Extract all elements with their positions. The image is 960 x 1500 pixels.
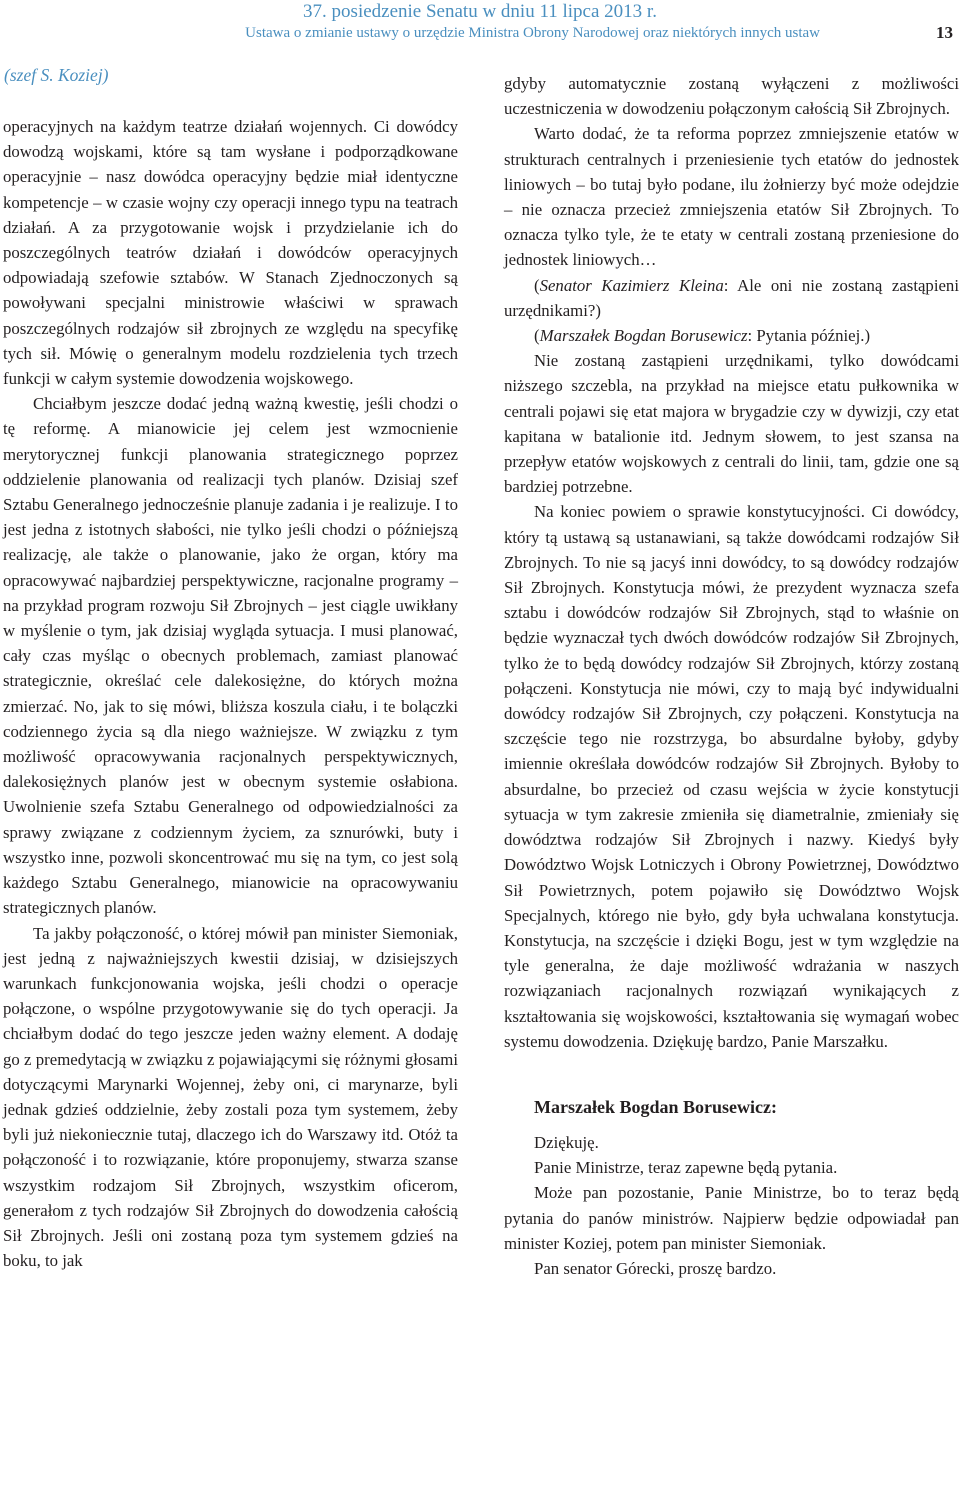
paragraph: Nie zostaną zastąpieni urzędnikami, tylko dowódcami niższego szczebla, na przykład na miejsce etatu pułkownika w centrali pojawi się etat majora w brygadzie czy w dywizji, czy etat kapitana w batalionie itd. Jednym słowem, to jest szansa na przepływ etatów wojskowych z centrali do linii, tam, gdzie one są bardziej potrzebne. xyxy=(504,351,959,497)
paragraph: Może pan pozostanie, Panie Ministrze, bo to teraz będą pytania do panów ministrów. Najpierw będzie odpowiadał pan minister Koziej, potem pan minister Siemoniak. xyxy=(504,1183,959,1253)
page-header-title: 37. posiedzenie Senatu w dniu 11 lipca 2013 r. xyxy=(303,1,657,22)
paragraph: Ta jakby połączoność, o której mówił pan minister Siemoniak, jest jedną z najważniejszych kwestii dzisiaj, w dzisiejszych warunkach funkcjonowania wojska, jeśli chodzi o operacje połączone, o wspólne przygotowywanie się do tych operacji. Ja chciałbym dodać do tego jeszcze jeden ważny element. A dodaję go z premedytacją w związku z pojawiającymi się różnymi głosami dotyczącymi Marynarki Wojennej, żeby oni, ci marynarze, byli jednak gdzieś oddzielnie, żeby zostali poza tym systemem, żeby byli już niekoniecznie tutaj, dlaczego ich do Warszawy itd. Otóż ta połączoność i to rozwiązanie, które proponujemy, stwarza szanse wszystkim rodzajom Sił Zbrojnych, wszystkim oficerom, generałom z tych rodzajów Sił Zbrojnych do dowodzenia całością Sił Zbrojnych. Jeśli oni zostaną poza tym systemem gdzieś na boku, to jak xyxy=(3,923,458,1271)
paragraph: Na koniec powiem o sprawie konstytucyjności. Ci dowódcy, który tą ustawą są ustanawiani, są także dowódcami rodzajów Sił Zbrojnych. To nie są jacyś inni dowódcy, to są dowódcy rodzajów Sił Zbrojnych. Konstytucja mówi, że prezydent wyznacza szefa sztabu i dowódców rodzajów Sił Zbrojnych, stąd to właśnie on będzie wyznaczał tych dwóch dowódców rodzajów Sił Zbrojnych, tylko że to będą dowódcy rodzajów Sił Zbrojnych, którzy zostaną połączeni. Konstytucja nie mówi, czy to mają być indywidualni dowódcy rodzajów Sił Zbrojnych, czy połączeni. Konstytucja na szczęście tego nie rozstrzyga, bo absurdalne byłoby, gdyby imiennie określała dowódców rodzajów Sił Zbrojnych. Byłoby to absurdalne, bo przecież od czasu wejścia w życie konstytucji sytuacja w tym zakresie zmieniła się diametralnie, zmieniały się dowództwa rodzajów Sił Zbrojnych i nazwy. Kiedyś były Dowództwo Wojsk Lotniczych i Obrony Powietrznej, Dowództwo Sił Powietrznych, potem pojawiło się Dowództwo Wojsk Specjalnych, którego nie było, gdy była uchwalana konstytucja. Konstytucja, na szczęście i dzięki Bogu, jest w tym względzie na tyle generalna, że daje możliwość wdrażania w naszych rozwiązaniach racjonalnych rozwiązań wynikających z kształtowania się wojskowości, kształtowania się wymagań wobec systemu dowodzenia. Dziękuję bardzo, Panie Marszałku. xyxy=(504,502,959,1051)
right-column xyxy=(504,71,959,1281)
interjection: (Marszałek Bogdan Borusewicz: Pytania później.) xyxy=(534,326,871,346)
paragraph: Chciałbym jeszcze dodać jedną ważną kwestię, jeśli chodzi o tę reformę. A mianowicie jej celem jest wzmocnienie merytorycznej funkcji planowania strategicznego poprzez oddzielenie planowania od realizacji tych planów. Dzisiaj szef Sztabu Generalnego jednocześnie planuje zadania i je realizuje. I to jest jedna z istotnych słabości, nie tylko jeśli chodzi o późniejszą realizację, ale także o planowanie, jako że organ, który ma opracowywać najbardziej perspektywiczne, racjonalne programy – na przykład program rozwoju Sił Zbrojnych – jest ciągle uwikłany w myślenie o tym, jak dzisiaj wygląda sytuacja. I musi planować, cały czas myśląc o obecnych problemach, zamiast planować strategicznie, określać cele dalekosiężne, do których można zmierzać. No, jak to się mówi, bliższa koszula ciału, i te bolączki codziennego życia są dla niego ważniejsze. W związku z tym możliwość opracowywania racjonalnych perspektywicznych, dalekosiężnych planów jest w obecnym systemie osłabiona. Uwolnienie szefa Sztabu Generalnego od odpowiedzialności za sprawy związane z codziennym życiem, za sznurówki, buty i wszystko inne, pozwoli skoncentrować mu się na tym, co jest solą każdego Sztabu Generalnego, mianowicie na opracowywaniu strategicznych planów. xyxy=(3,394,458,918)
left-column xyxy=(3,114,458,1273)
interjection-text: : Ale oni nie zostaną zastąpieni urzędnikami? xyxy=(504,275,959,320)
paragraph: operacyjnych na każdym teatrze działań wojennych. Ci dowódcy dowodzą wojskami, które są tam wysłane i podporządkowane operacyjnie – nasz dowódca operacyjny będzie miał identyczne kompetencje – w czasie wojny czy operacji innego typu na teatrach działań. A za przygotowanie wojsk i przydzielanie ich do poszczególnych teatrów działań i dowódców operacyjnych odpowiadają szefowie sztabów. W Stanach Zjednoczonych są powoływani specjalni ministrowie właściwi w sprawach poszczególnych rodzajów sił zbrojnych ze względu na specyfikę tych sił. Mówię o generalnym modelu rozdzielenia tych trzech funkcji w całym systemie dowodzenia wojskowego. xyxy=(3,117,458,389)
interjection-speaker: Marszałek Bogdan Borusewicz xyxy=(539,326,748,346)
speaker-heading: Marszałek Bogdan Borusewicz: xyxy=(534,1096,777,1117)
page-header-subtitle: Ustawa o zmianie ustawy o urzędzie Ministra Obrony Narodowej oraz niektórych innych ustaw xyxy=(245,25,820,41)
interjection-speaker: Senator Kazimierz Kleina xyxy=(539,275,724,295)
paragraph: Dziękuję. xyxy=(534,1132,599,1152)
paragraph: Panie Ministrze, teraz zapewne będą pytania. xyxy=(534,1158,838,1178)
continued-speaker-label: (szef S. Koziej) xyxy=(4,65,109,85)
interjection-text: : Pytania później. xyxy=(747,326,865,346)
paragraph: Pan senator Górecki, proszę bardzo. xyxy=(534,1258,777,1278)
page-number: 13 xyxy=(936,23,953,42)
interjection: (Senator Kazimierz Kleina: Ale oni nie zostaną zastąpieni urzędnikami?) xyxy=(504,275,959,320)
paragraph: gdyby automatycznie zostaną wyłączeni z możliwości uczestniczenia w dowodzeniu połączonym całością Sił Zbrojnych. xyxy=(504,74,959,119)
paragraph: Warto dodać, że ta reforma poprzez zmniejszenie etatów w strukturach centralnych i przeniesienie tych etatów do jednostek liniowych – bo tutaj było podane, ilu żołnierzy być może odejdzie – nie oznacza przecież zmniejszenia etatów Sił Zbrojnych. To oznacza tylko tyle, że te etaty w centrali zostaną przeniesione do jednostek liniowych… xyxy=(504,124,959,270)
